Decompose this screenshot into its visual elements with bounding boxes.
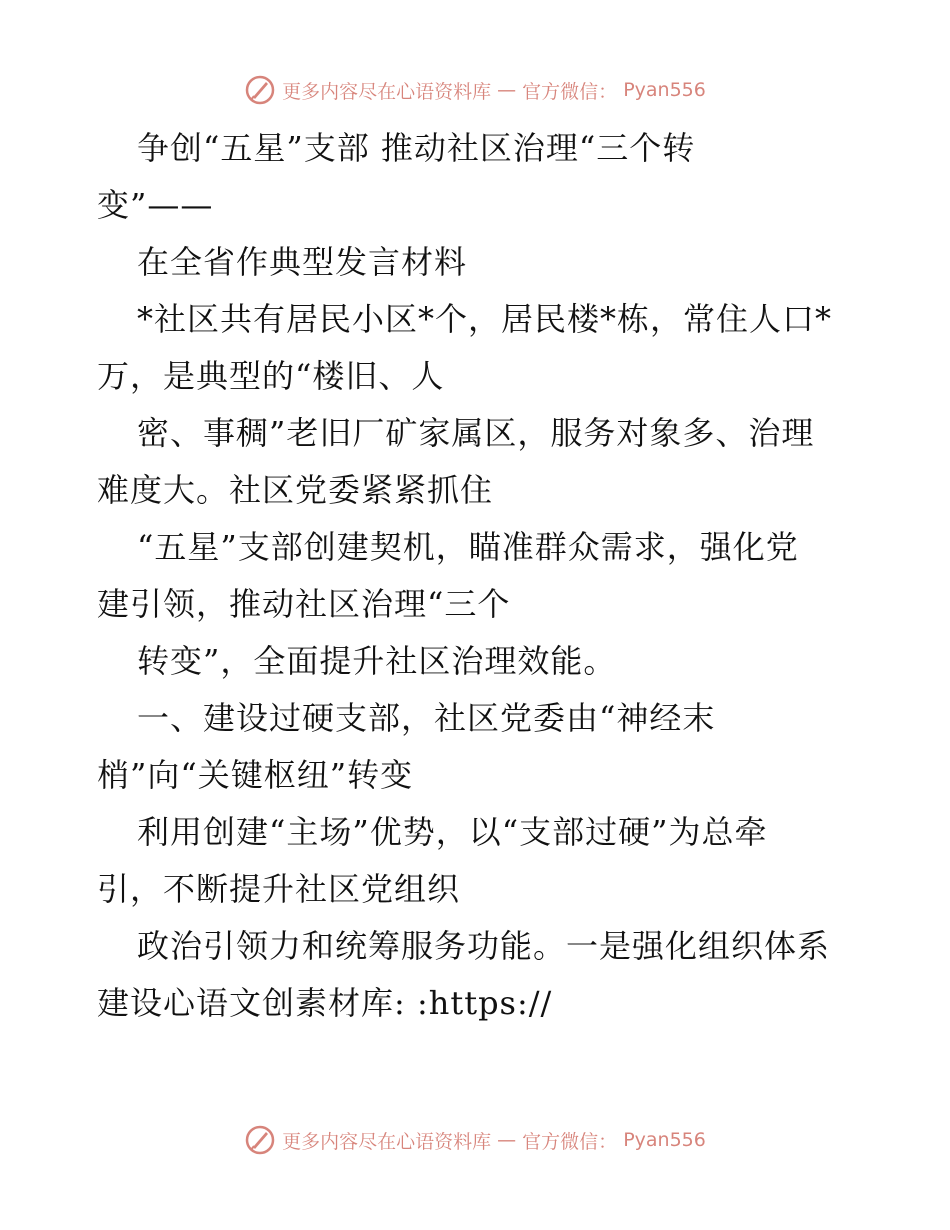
text-line: 转变”，全面提升社区治理效能。 xyxy=(137,642,617,680)
text-line: 政治引领力和统筹服务功能。一是强化组织体系 xyxy=(137,927,831,965)
text-line: 梢”向“关键枢纽”转变 xyxy=(97,756,414,794)
watermark-dash: — xyxy=(497,1129,517,1151)
watermark-wechat-id: Pyan556 xyxy=(623,79,706,101)
text-line: 争创“五星”支部 推动社区治理“三个转 xyxy=(137,129,696,167)
text-line: *社区共有居民小区*个，居民楼*栋，常住人口* xyxy=(137,300,833,338)
text-line: 变”—— xyxy=(97,186,214,224)
text-line: 建设心语文创素材库: :https:// xyxy=(97,984,553,1022)
text-line: 难度大。社区党委紧紧抓住 xyxy=(97,471,494,509)
document-body xyxy=(97,120,857,1032)
watermark-wechat-id: Pyan556 xyxy=(623,1129,706,1151)
text-line: “五星”支部创建契机，瞄准群众需求，强化党 xyxy=(137,528,799,566)
text-line: 在全省作典型发言材料 xyxy=(137,243,468,281)
watermark-wechat-label: 官方微信： xyxy=(522,1130,618,1153)
text-line: 利用创建“主场”优势，以“支部过硬”为总牵 xyxy=(137,813,768,851)
watermark-site-text: 更多内容尽在心语资料库 xyxy=(282,80,492,103)
watermark-wechat-label: 官方微信： xyxy=(522,80,618,103)
footer-watermark xyxy=(0,1120,950,1160)
watermark-dash: — xyxy=(497,79,517,101)
text-line: 建引领，推动社区治理“三个 xyxy=(97,585,511,623)
text-line: 万，是典型的“楼旧、人 xyxy=(97,357,445,395)
text-line: 一、建设过硬支部，社区党委由“神经末 xyxy=(137,699,716,737)
watermark-site-text: 更多内容尽在心语资料库 xyxy=(282,1130,492,1153)
header-watermark xyxy=(0,70,950,110)
quill-logo-icon xyxy=(244,74,276,106)
text-line: 密、事稠”老旧厂矿家属区，服务对象多、治理 xyxy=(137,414,815,452)
quill-logo-icon xyxy=(244,1124,276,1156)
text-line: 引，不断提升社区党组织 xyxy=(97,870,461,908)
